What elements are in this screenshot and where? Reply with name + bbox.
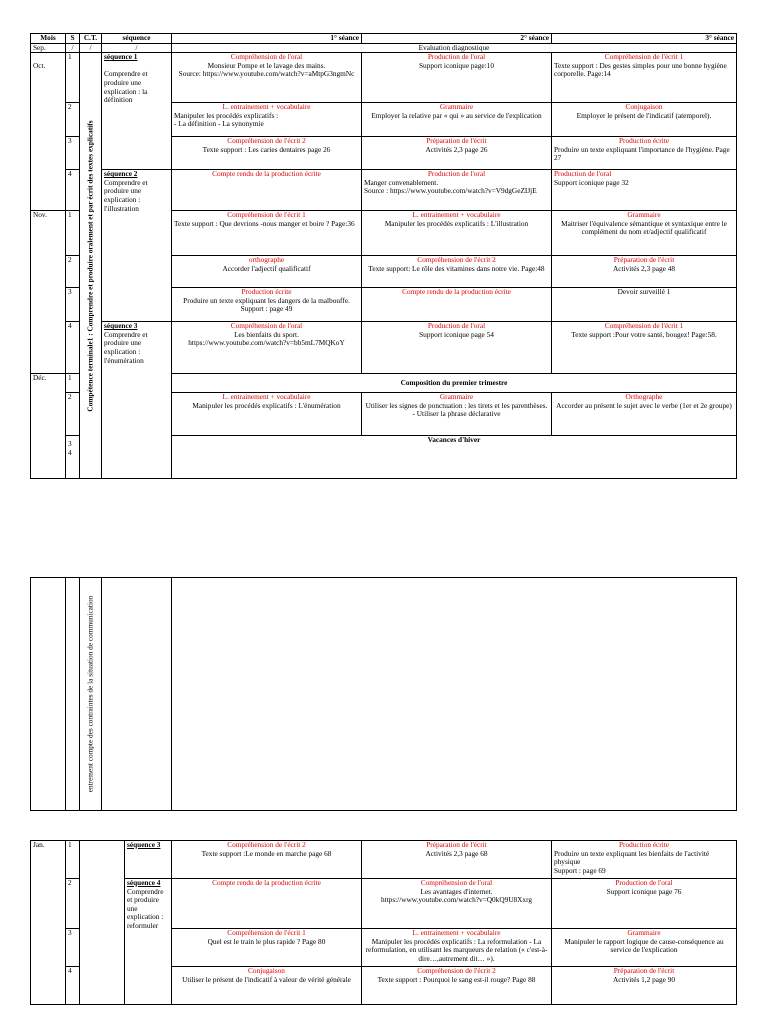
seance-cell <box>362 256 552 288</box>
composition-premier-trimestre: Composition du premier trimestre <box>172 374 737 393</box>
sequence-title: séquence 3 <box>127 840 161 849</box>
week-number: 1 <box>66 211 80 256</box>
activity-body: Manipuler les procédés explicatifs : La reformulation - La reformulation, en utilisant les marqueurs de relation (« c'est-à-dire…,autrement dit… »). <box>365 936 548 963</box>
seance-cell <box>172 103 362 137</box>
week-number: 2 <box>66 256 80 288</box>
mois-sep: Sep. <box>31 43 66 53</box>
sequence-3-cont <box>125 841 172 879</box>
activity-title: Compréhension de l'écrit 2 <box>227 840 306 849</box>
table-row <box>31 322 737 374</box>
planning-table-trimester-2 <box>30 840 737 1005</box>
seance-cell <box>362 103 552 137</box>
seance-cell <box>362 929 552 967</box>
seance-cell <box>552 929 737 967</box>
seance-cell <box>552 103 737 137</box>
seance-cell <box>362 53 552 103</box>
seance-cell <box>362 288 552 322</box>
seance-cell <box>552 841 737 879</box>
mois-oct: Oct. <box>31 53 66 211</box>
activity-body: Manipuler les procédés explicatifs : L'illustration <box>384 218 529 228</box>
activity-title: Grammaire <box>627 210 661 220</box>
activity-title: Compréhension de l'oral <box>420 878 493 887</box>
sequence-3 <box>102 322 172 479</box>
sep-ct: / <box>80 43 102 53</box>
competence-terminale-vertical: Compétence terminale1 : Comprendre et produire oralement et par écrit des textes explicatifs <box>80 53 102 479</box>
sequence-desc: Comprendre et produire une explication : reformuler <box>127 886 164 931</box>
activity-title: Compréhension de l'écrit 1 <box>604 321 684 331</box>
table-row <box>31 170 737 211</box>
planning-table-continuation <box>30 577 737 811</box>
week-number: 3 4 <box>66 436 80 479</box>
seance-cell <box>362 841 552 879</box>
week-number: 1 <box>66 53 80 103</box>
header-ct: C.T. <box>80 34 102 44</box>
seance-cell <box>552 879 737 929</box>
week-number: 4 <box>66 967 80 1005</box>
activity-title: Compréhension de l'écrit 2 <box>227 136 306 146</box>
sequence-title: séquence 3 <box>104 321 138 331</box>
sequence-desc: Comprendre et produire une explication : l'illustration <box>104 177 148 213</box>
activity-body: Manipuler les procédés explicatifs : - La définition - La synonymie <box>174 110 279 129</box>
activity-title: Production de l'oral <box>427 169 486 179</box>
header-row <box>31 34 737 44</box>
header-s: S <box>66 34 80 44</box>
activity-title: Production de l'oral <box>615 878 673 887</box>
seance-cell <box>172 929 362 967</box>
seance-cell <box>172 288 362 322</box>
activity-body: Produire un texte expliquant l'importance de l'hygiène. Page 27 <box>554 144 730 163</box>
sequence-title: séquence 1 <box>104 52 138 62</box>
activity-title: Compréhension de l'écrit 2 <box>417 255 496 265</box>
activity-body: Accorder au présent le sujet avec le verbe (1er et 2e groupe) <box>556 400 732 410</box>
seance-cell <box>552 53 737 103</box>
seance-cell <box>362 170 552 211</box>
activity-body: Manipuler le rapport logique de cause-conséquence au service de l'explication <box>564 936 724 955</box>
sequence-4 <box>125 879 172 1005</box>
seance-cell <box>552 256 737 288</box>
activity-body: Activités 1,2 page 90 <box>612 974 675 984</box>
activity-title: Production écrite <box>241 287 292 297</box>
header-sequence: séquence <box>102 34 172 44</box>
week-number: 1 <box>66 841 80 879</box>
week-number: 4 <box>66 322 80 374</box>
activity-title: Préparation de l'écrit <box>426 136 487 146</box>
activity-title: Compte rendu de la production écrite <box>402 287 511 297</box>
activity-body: Texte support : Pourquoi le sang est-il rouge? Page 88 <box>377 974 536 984</box>
week-number: 3 <box>66 929 80 967</box>
seance-cell <box>362 322 552 374</box>
activity-title: Production écrite <box>618 136 670 146</box>
empty-cell <box>172 578 737 811</box>
table-row <box>31 578 737 811</box>
activity-title: L. entrainement + vocabulaire <box>412 928 501 937</box>
activity-body: Produire un texte expliquant les dangers de la malbouffe. Support : page 49 <box>183 295 350 314</box>
sep-s: / <box>66 43 80 53</box>
week-number: 2 <box>66 393 80 436</box>
activity-body: Activités 2,3 page 26 <box>425 144 488 154</box>
mois-jan: Jan. <box>31 841 66 1005</box>
header-mois: Mois <box>31 34 66 44</box>
activity-title: Compte rendu de la production écrite <box>212 169 321 179</box>
activity-title: Production de l'oral <box>554 169 612 179</box>
activity-body: Monsieur Pompe et le lavage des mains. Source: https://www.youtube.com/watch?v=aMtpG3ngmNc <box>178 60 355 79</box>
header-seance-1: 1° séance <box>172 34 362 44</box>
activity-title: Grammaire <box>439 102 474 112</box>
week-number: 2 <box>66 879 80 929</box>
seance-cell <box>552 170 737 211</box>
seance-cell <box>552 288 737 322</box>
activity-title: Compréhension de l'écrit 1 <box>604 52 684 62</box>
activity-body: Quel est le train le plus rapide ? Page 80 <box>207 936 326 946</box>
activity-body: Les avantages d'internet. https://www.youtube.com/watch?v=Q0kQ9U8Xxrg <box>380 886 533 905</box>
seance-cell <box>172 967 362 1005</box>
empty-cell <box>102 578 172 811</box>
sequence-2 <box>102 170 172 322</box>
seance-cell <box>172 137 362 170</box>
planning-table-trimester-1 <box>30 33 737 479</box>
activity-body: Utiliser le présent de l'indicatif à valeur de vérité générale <box>182 974 351 984</box>
activity-title: Grammaire <box>439 392 474 402</box>
competence-terminale-vertical-continued: entrement compte des contraintes de la situation de communication <box>80 578 102 811</box>
header-seance-3: 3° séance <box>552 34 737 44</box>
activity-title: Production de l'oral <box>427 52 486 62</box>
seance-cell <box>362 211 552 256</box>
activity-body: Produire un texte expliquant les bienfaits de l'activité physique Support : page 69 <box>554 848 710 875</box>
seance-cell <box>172 322 362 374</box>
activity-body: Texte support :Le monde en marche page 68 <box>201 848 332 858</box>
activity-title: L. entrainement + vocabulaire <box>412 210 501 220</box>
seance-cell <box>362 879 552 929</box>
activity-body: Texte support : Des gestes simples pour une bonne hygiène corporelle. Page:14 <box>554 60 727 79</box>
seance-cell <box>172 256 362 288</box>
activity-title: orthographe <box>248 255 285 265</box>
activity-body: Activités 2,3 page 68 <box>425 848 488 858</box>
activity-title: Compréhension de l'écrit 2 <box>417 966 496 975</box>
activity-title: Compréhension de l'écrit 1 <box>227 928 306 937</box>
activity-body: Les bienfaits du sport. https://www.youtube.com/watch?v=bb5mL7MQKoY <box>188 329 345 348</box>
activity-title: Préparation de l'écrit <box>426 840 487 849</box>
seance-cell <box>172 211 362 256</box>
activity-body: Support iconique page 32 <box>554 177 629 187</box>
activity-title: Conjugaison <box>625 102 663 112</box>
activity-title: Conjugaison <box>248 966 285 975</box>
devoir-surveille: Devoir surveillé 1 <box>617 287 671 297</box>
seance-cell <box>362 393 552 436</box>
activity-body: Manger convenablement. Source : https://www.youtube.com/watch?v=V9dgGeZIJjE <box>364 177 537 196</box>
seance-cell <box>552 322 737 374</box>
activity-title: L. entrainement + vocabulaire <box>222 102 311 112</box>
activity-title: Production écrite <box>618 840 670 849</box>
sep-row <box>31 43 737 53</box>
sequence-desc: Comprendre et produire une explication : la définition <box>104 69 148 105</box>
activity-body: Support iconique page 54 <box>419 329 494 339</box>
activity-body: Support iconique page:10 <box>419 60 494 70</box>
week-number: 2 <box>66 103 80 137</box>
activity-body: Accorder l'adjectif qualificatif <box>222 263 311 273</box>
seance-cell <box>172 170 362 211</box>
sequence-title: séquence 2 <box>104 169 138 179</box>
week-number: 3 <box>66 137 80 170</box>
activity-title: L. entrainement + vocabulaire <box>222 392 311 402</box>
activity-title: Compréhension de l'oral <box>230 52 303 62</box>
seance-cell <box>172 393 362 436</box>
activity-body: Manipuler les procédés explicatifs : L'énumération <box>192 400 341 410</box>
sequence-desc: Comprendre et produire une explication : l'énumération <box>104 329 148 365</box>
activity-title: Orthographe <box>625 392 663 402</box>
vacances-hiver: Vacances d'hiver <box>172 436 737 479</box>
sequence-1 <box>102 53 172 170</box>
empty-cell <box>31 578 66 811</box>
seance-cell <box>552 967 737 1005</box>
activity-title: Compréhension de l'écrit 1 <box>227 210 306 220</box>
table-row <box>31 879 737 929</box>
activity-body: Texte support : Les caries dentaires page 26 <box>202 144 331 154</box>
seance-cell <box>172 879 362 929</box>
activity-title: Préparation de l'écrit <box>613 255 675 265</box>
activity-body: Activités 2,3 page 48 <box>612 263 675 273</box>
header-seance-2: 2° séance <box>362 34 552 44</box>
table-row <box>31 841 737 879</box>
evaluation-diagnostique: Evaluation diagnostique <box>172 43 737 53</box>
activity-body: Utiliser les signes de ponctuation : les tirets et les parenthèses. - Utiliser la phrase déclarative <box>365 400 548 419</box>
activity-body: Employer la relative par « qui » au service de l'explication <box>371 110 542 120</box>
activity-title: Grammaire <box>627 928 661 937</box>
mois-dec: Déc. <box>31 374 66 479</box>
activity-title: Compte rendu de la production écrite <box>212 878 321 887</box>
sequence-title: séquence 4 <box>127 878 161 887</box>
seance-cell <box>552 393 737 436</box>
week-number: 1 <box>66 374 80 393</box>
activity-body: Maitriser l'équivalence sémantique et syntaxique entre le complément du nom et/adjectif qualificatif <box>561 218 727 237</box>
seance-cell <box>172 53 362 103</box>
activity-body: Texte support :Pour votre santé, bougez! Page:58. <box>571 329 717 339</box>
seance-cell <box>172 841 362 879</box>
activity-body: Texte support: Le rôle des vitamines dans notre vie. Page:48 <box>368 263 545 273</box>
activity-title: Production de l'oral <box>427 321 486 331</box>
sep-seq: / <box>102 43 172 53</box>
activity-body: Texte support : Que devrions -nous manger et boire ? Page:36 <box>174 218 355 228</box>
activity-body: Employer le présent de l'indicatif (atemporel). <box>576 110 712 120</box>
activity-title: Préparation de l'écrit <box>613 966 675 975</box>
activity-title: Compréhension de l'oral <box>230 321 303 331</box>
empty-cell <box>66 578 80 811</box>
week-number: 3 <box>66 288 80 322</box>
activity-body: Support iconique page 76 <box>606 886 682 896</box>
mois-nov: Nov. <box>31 211 66 374</box>
seance-cell <box>552 137 737 170</box>
ct-empty <box>80 841 125 1005</box>
table-row <box>31 53 737 103</box>
seance-cell <box>552 211 737 256</box>
week-number: 4 <box>66 170 80 211</box>
seance-cell <box>362 137 552 170</box>
seance-cell <box>362 967 552 1005</box>
